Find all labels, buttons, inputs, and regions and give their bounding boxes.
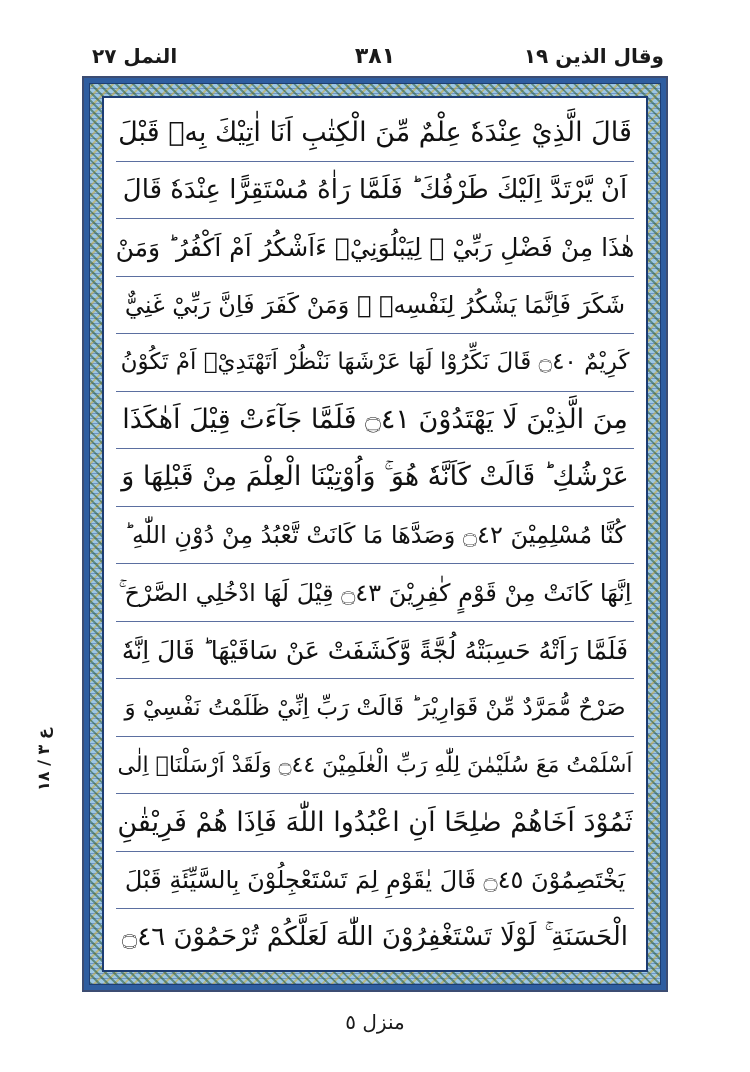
ruku-marker: ع ٣ / ١٨ <box>34 728 53 791</box>
page-header <box>0 44 750 78</box>
text-line: كَرِيْمٌ ۝٤٠ قَالَ نَكِّرُوْا لَهَا عَرْشَهَا نَنْظُرْ اَتَهْتَدِيْۤ اَمْ تَكُوْنُ <box>116 334 634 392</box>
text-line: اَنْ يَّرْتَدَّ اِلَيْكَ طَرْفُكَ ؕ فَلَمَّا رَاٰهُ مُسْتَقِرًّا عِنْدَهٗ قَالَ <box>116 162 634 220</box>
text-line: الْحَسَنَةِ ۚ لَوْلَا تَسْتَغْفِرُوْنَ اللّٰهَ لَعَلَّكُمْ تُرْحَمُوْنَ ۝٤٦ <box>122 922 628 953</box>
text-line: قَالَ الَّذِيْ عِنْدَهٗ عِلْمٌ مِّنَ الْكِتٰبِ اَنَا اٰتِيْكَ بِهٖ قَبْلَ <box>116 104 634 162</box>
text-line: هٰذَا مِنْ فَضْلِ رَبِّيْ ۖ لِيَبْلُوَنِيْۤ ءَاَشْكُرُ اَمْ اَكْفُرُ ؕ وَمَنْ <box>116 219 634 277</box>
text-line: شَكَرَ فَاِنَّمَا يَشْكُرُ لِنَفْسِهٖ ۚ وَمَنْ كَفَرَ فَاِنَّ رَبِّيْ غَنِيٌّ <box>116 277 634 335</box>
text-line: اِنَّهَا كَانَتْ مِنْ قَوْمٍ كٰفِرِيْنَ ۝٤٣ قِيْلَ لَهَا ادْخُلِي الصَّرْحَ ۚ <box>116 564 634 622</box>
text-line: مِنَ الَّذِيْنَ لَا يَهْتَدُوْنَ ۝٤١ فَلَمَّا جَآءَتْ قِيْلَ اَهٰكَذَا <box>116 392 634 450</box>
text-line: يَخْتَصِمُوْنَ ۝٤٥ قَالَ يٰقَوْمِ لِمَ تَسْتَعْجِلُوْنَ بِالسَّيِّئَةِ قَبْلَ <box>116 852 634 910</box>
text-line: اَسْلَمْتُ مَعَ سُلَيْمٰنَ لِلّٰهِ رَبِّ الْعٰلَمِيْنَ ۝٤٤ وَلَقَدْ اَرْسَلْنَاۤ اِلٰى <box>116 737 634 795</box>
border-pattern <box>89 83 661 985</box>
page-number: ٣٨١ <box>354 44 396 69</box>
text-line: ثَمُوْدَ اَخَاهُمْ صٰلِحًا اَنِ اعْبُدُوا اللّٰهَ فَاِذَا هُمْ فَرِيْقٰنِ <box>116 794 634 852</box>
decorative-border <box>82 76 668 992</box>
juz-name: وقال الذين ١٩ <box>523 44 664 68</box>
text-line: صَرْحٌ مُّمَرَّدٌ مِّنْ قَوَارِيْرَ ؕ قَالَتْ رَبِّ اِنِّيْ ظَلَمْتُ نَفْسِيْ وَ <box>116 679 634 737</box>
text-line: فَلَمَّا رَاَتْهُ حَسِبَتْهُ لُجَّةً وَّكَشَفَتْ عَنْ سَاقَيْهَا ؕ قَالَ اِنَّهٗ <box>116 622 634 680</box>
quran-text-panel <box>102 96 648 972</box>
surah-name: النمل ٢٧ <box>92 44 178 68</box>
text-line: كُنَّا مُسْلِمِيْنَ ۝٤٢ وَصَدَّهَا مَا كَانَتْ تَّعْبُدُ مِنْ دُوْنِ اللّٰهِ ؕ <box>116 507 634 565</box>
text-line: عَرْشُكِ ؕ قَالَتْ كَاَنَّهٗ هُوَ ۚ وَاُوْتِيْنَا الْعِلْمَ مِنْ قَبْلِهَا وَ <box>116 449 634 507</box>
manzil-footer: منزل ٥ <box>345 1010 405 1034</box>
